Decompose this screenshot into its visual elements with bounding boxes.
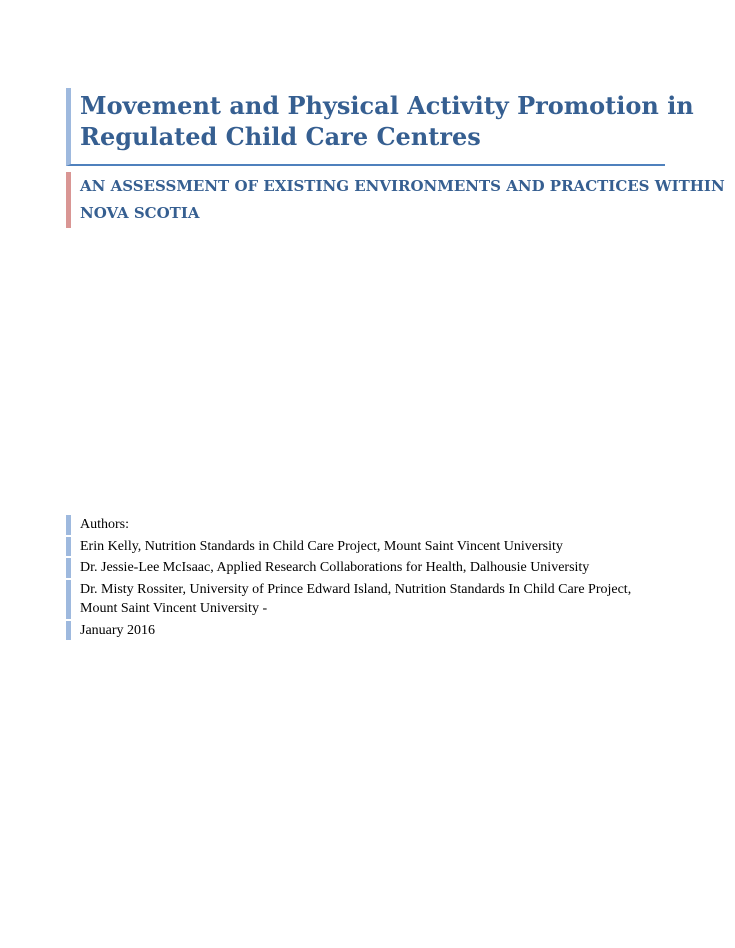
authors-section: [66, 515, 665, 640]
author-line: Dr. Misty Rossiter, University of Prince Edward Island, Nutrition Standards In Child Care Project, Mount Saint Vincent University -: [66, 580, 665, 619]
author-line: Erin Kelly, Nutrition Standards in Child Care Project, Mount Saint Vincent University: [66, 537, 665, 557]
title-line-2: Regulated Child Care Centres: [80, 122, 481, 151]
report-title: [66, 88, 694, 166]
subtitle-line-1: AN ASSESSMENT OF EXISTING ENVIRONMENTS AND PRACTICES WITHIN: [80, 177, 725, 195]
subtitle-line-2: NOVA SCOTIA: [80, 204, 200, 222]
authors-heading: Authors:: [66, 515, 665, 535]
title-line-1: Movement and Physical Activity Promotion in: [80, 91, 694, 120]
author-line: Dr. Jessie-Lee McIsaac, Applied Research Collaborations for Health, Dalhousie University: [66, 558, 665, 578]
publication-date: January 2016: [66, 621, 665, 641]
title-section: [66, 88, 725, 228]
report-subtitle: [66, 172, 725, 228]
page-content: [66, 88, 725, 642]
